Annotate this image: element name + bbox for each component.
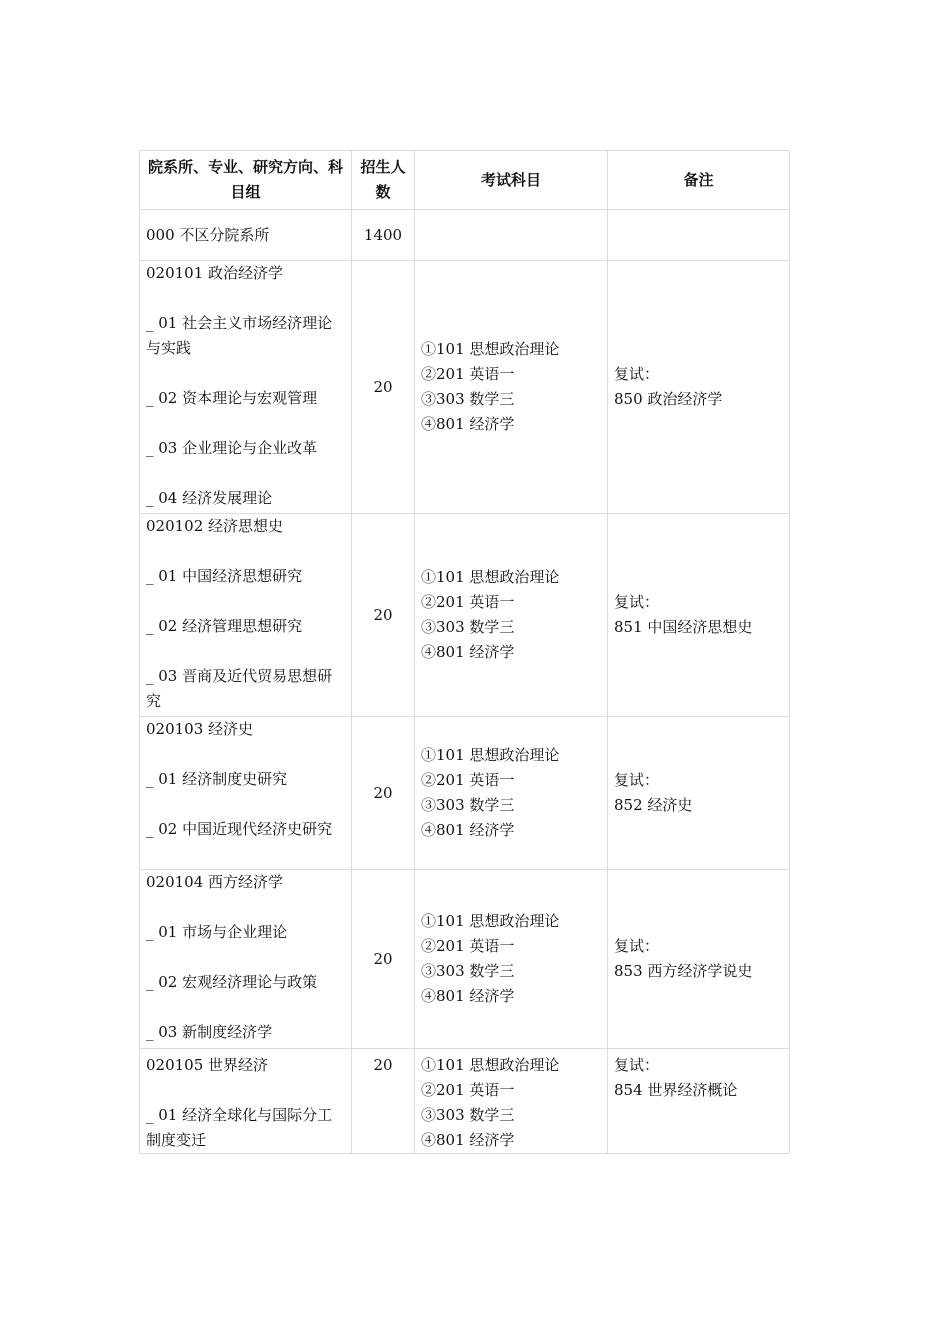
research-direction: _ 01 社会主义市场经济理论与实践 [146,314,333,357]
exam-subjects-cell [415,514,608,717]
research-direction: _ 02 资本理论与宏观管理 [146,389,318,407]
notes-cell [608,514,790,717]
program-name: 000 不区分院系所 [146,225,270,244]
enrollment-count: 20 [352,717,415,870]
table-header-row [140,151,790,210]
table-row [140,514,790,717]
enrollment-count: 20 [352,261,415,514]
exam-subject: ④801 经济学 [421,415,515,433]
research-direction: _ 02 宏观经济理论与政策 [146,973,318,991]
program-cell [140,717,352,870]
program-name: 020105 世界经济 [146,1056,269,1074]
program-cell [140,1049,352,1154]
table-row [140,261,790,514]
notes-cell [608,210,790,261]
exam-subject: ③303 数学三 [421,1106,515,1124]
exam-subjects-cell [415,870,608,1049]
research-direction: _ 02 经济管理思想研究 [146,617,303,635]
table-row [140,1049,790,1154]
research-direction: _ 03 企业理论与企业改革 [146,439,318,457]
exam-subjects-cell [415,261,608,514]
notes-cell [608,1049,790,1154]
note-label: 复试： [614,937,660,955]
research-direction: _ 01 经济全球化与国际分工制度变迁 [146,1106,333,1149]
table-row [140,210,790,261]
program-cell [140,261,352,514]
program-name: 020103 经济史 [146,720,254,738]
note-label: 复试： [614,1056,660,1074]
program-cell [140,514,352,717]
exam-subjects-cell [415,210,608,261]
table-body [140,210,790,1154]
exam-subject: ③303 数学三 [421,962,515,980]
exam-subject: ④801 经济学 [421,987,515,1005]
enrollment-count: 20 [352,1049,415,1154]
header-notes: 备注 [608,151,790,210]
research-direction: _ 01 中国经济思想研究 [146,567,303,585]
note-value: 852 经济史 [614,796,693,814]
research-direction: _ 04 经济发展理论 [146,489,273,507]
exam-subject: ②201 英语一 [421,937,515,955]
note-value: 853 西方经济学说史 [614,962,753,980]
enrollment-count: 20 [352,870,415,1049]
note-value: 854 世界经济概论 [614,1081,738,1099]
table-row [140,870,790,1049]
program-cell [140,210,352,261]
program-name: 020104 西方经济学 [146,873,284,891]
table-row [140,717,790,870]
exam-subject: ②201 英语一 [421,365,515,383]
exam-subject: ③303 数学三 [421,390,515,408]
enrollment-count: 1400 [352,210,415,261]
notes-cell [608,717,790,870]
exam-subject: ③303 数学三 [421,618,515,636]
header-program: 院系所、专业、研究方向、科目组 [140,151,352,210]
enrollment-count: 20 [352,514,415,717]
exam-subjects-cell [415,717,608,870]
note-label: 复试： [614,771,660,789]
exam-subject: ②201 英语一 [421,771,515,789]
note-value: 850 政治经济学 [614,390,723,408]
research-direction: _ 03 晋商及近代贸易思想研究 [146,667,333,710]
exam-subject: ①101 思想政治理论 [421,912,560,930]
exam-subject: ①101 思想政治理论 [421,1056,560,1074]
research-direction: _ 03 新制度经济学 [146,1023,273,1041]
note-value: 851 中国经济思想史 [614,618,753,636]
research-direction: _ 01 市场与企业理论 [146,923,288,941]
exam-subject: ①101 思想政治理论 [421,746,560,764]
exam-subject: ②201 英语一 [421,1081,515,1099]
program-name: 020101 政治经济学 [146,264,284,282]
program-name: 020102 经济思想史 [146,517,284,535]
exam-subject: ②201 英语一 [421,593,515,611]
header-enrollment: 招生人数 [352,151,415,210]
exam-subject: ①101 思想政治理论 [421,340,560,358]
note-label: 复试： [614,365,660,383]
notes-cell [608,261,790,514]
exam-subjects-cell [415,1049,608,1154]
program-cell [140,870,352,1049]
exam-subject: ④801 经济学 [421,643,515,661]
exam-subject: ④801 经济学 [421,821,515,839]
admissions-table [139,150,790,1154]
exam-subject: ①101 思想政治理论 [421,568,560,586]
notes-cell [608,870,790,1049]
research-direction: _ 02 中国近现代经济史研究 [146,820,333,838]
header-exams: 考试科目 [415,151,608,210]
exam-subject: ④801 经济学 [421,1131,515,1149]
research-direction: _ 01 经济制度史研究 [146,770,288,788]
note-label: 复试： [614,593,660,611]
exam-subject: ③303 数学三 [421,796,515,814]
